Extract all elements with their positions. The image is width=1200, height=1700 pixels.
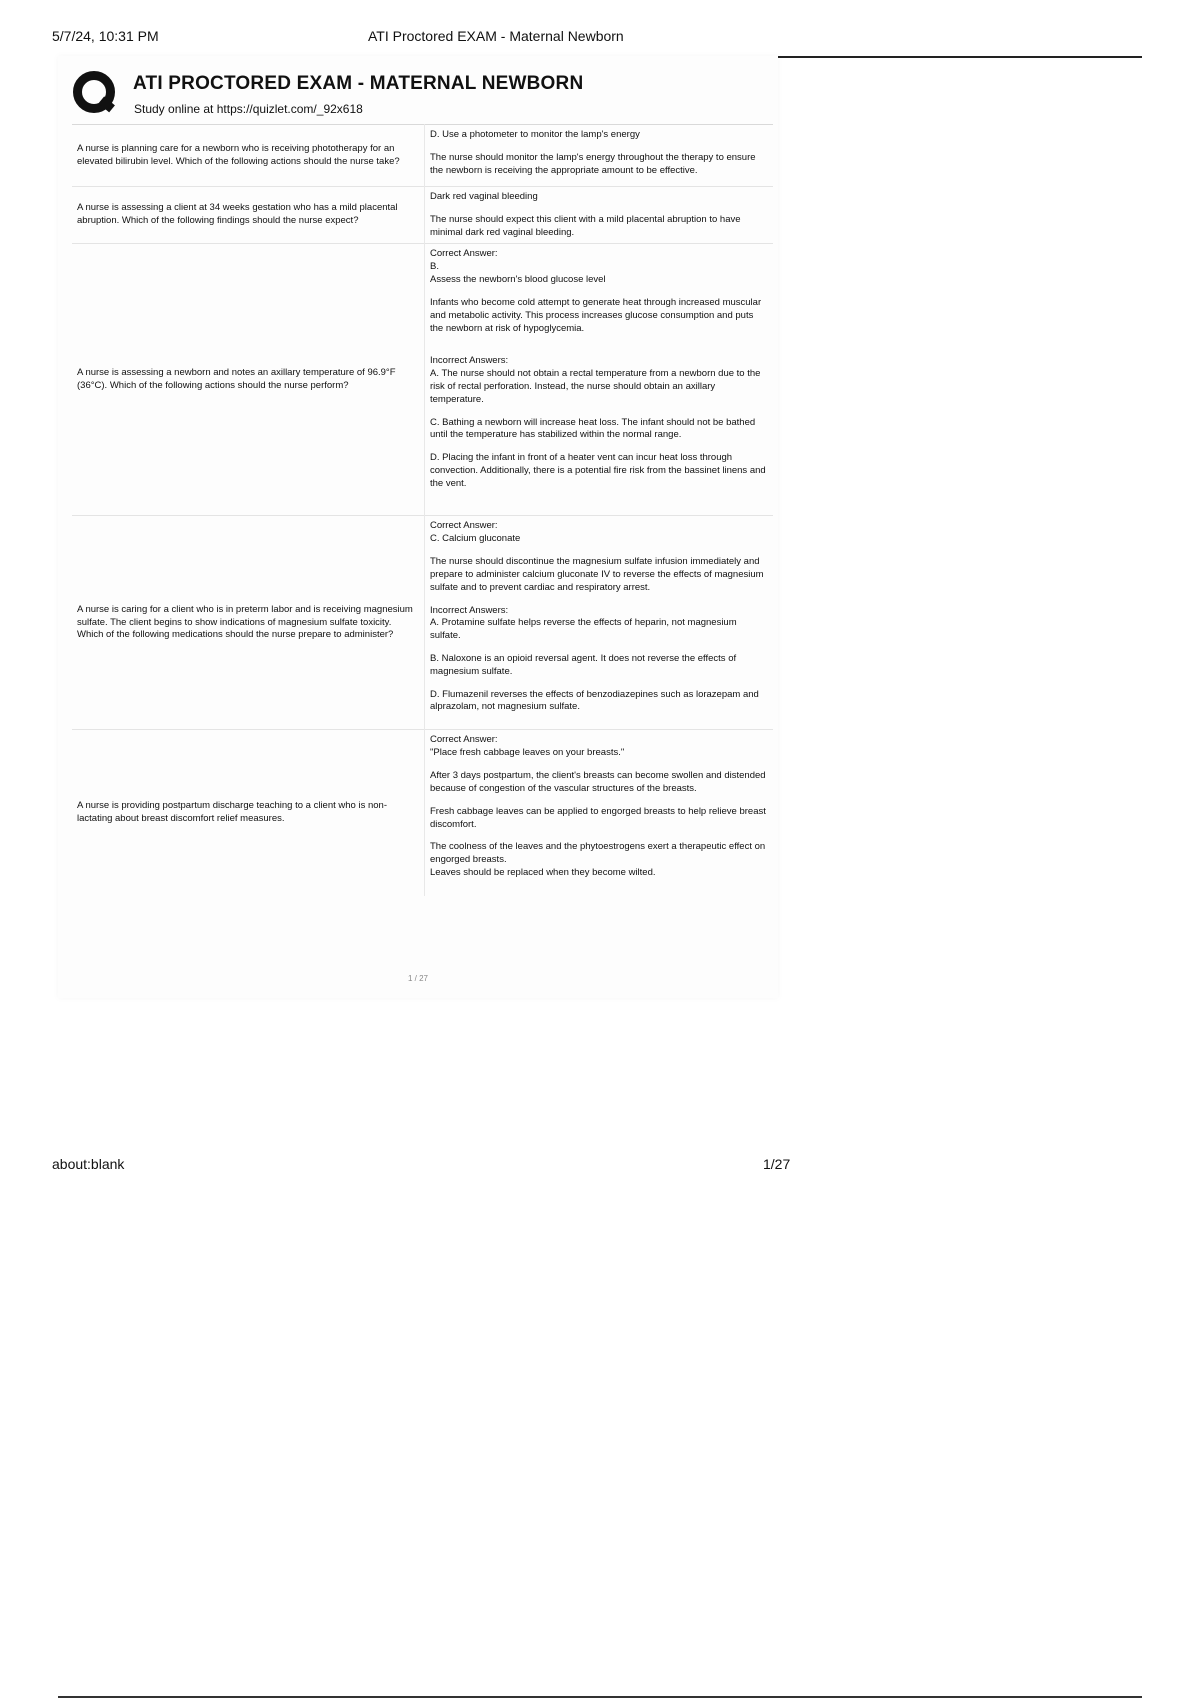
- answer-cell: [425, 244, 774, 516]
- answer-line: "Place fresh cabbage leaves on your breasts.": [430, 747, 625, 759]
- answer-line: The coolness of the leaves and the phytoestrogens exert a therapeutic effect on engorged breasts.: [430, 841, 766, 866]
- answer-line: Correct Answer:: [430, 520, 498, 532]
- answer-line: B. Naloxone is an opioid reversal agent. It does not reverse the effects of magnesium sulfate.: [430, 652, 737, 677]
- qa-row: [72, 125, 773, 187]
- answer-line: Dark red vaginal bleeding: [430, 191, 538, 202]
- answer-line: Assess the newborn's blood glucose level: [430, 274, 606, 286]
- answer-spacer: [430, 595, 768, 605]
- answer-spacer: [430, 287, 768, 297]
- answer-line: The nurse should monitor the lamp's energy throughout the therapy to ensure the newborn is receiving the appropriate amount to be effective.: [430, 151, 756, 176]
- answer-line: C. Calcium gluconate: [430, 533, 521, 545]
- quizlet-q-logo-icon: [72, 70, 118, 116]
- answer-line: Infants who become cold attempt to generate heat through increased muscular and metabolic activity. This process increases glucose consumption and puts the newborn at risk of hypoglycemia.: [430, 296, 762, 334]
- qa-row: [72, 187, 773, 244]
- answer-line: B.: [430, 261, 439, 273]
- qa-row: [72, 244, 773, 516]
- qa-row: [72, 516, 773, 730]
- answer-line: Fresh cabbage leaves can be applied to engorged breasts to help relieve breast discomfort.: [430, 805, 766, 830]
- print-header-date: 5/7/24, 10:31 PM: [52, 28, 159, 44]
- question-text: A nurse is caring for a client who is in preterm labor and is receiving magnesium sulfate. The client begins to show indications of magnesium sulfate toxicity. Which of the following medications should the nurse prepare to administer?: [72, 516, 425, 730]
- print-footer-page-count: 1/27: [763, 1156, 791, 1172]
- question-text: A nurse is assessing a client at 34 weeks gestation who has a mild placental abruption. Which of the following findings should the nurse expect?: [72, 187, 425, 244]
- answer-cell: [425, 187, 774, 244]
- answer-line: D. Flumazenil reverses the effects of benzodiazepines such as lorazepam and alprazolam, not magnesium sulfate.: [430, 688, 759, 713]
- document-title: ATI PROCTORED EXAM - MATERNAL NEWBORN: [133, 73, 584, 94]
- page-number: 1 / 27: [407, 974, 428, 983]
- answer-line: D. Placing the infant in front of a heater vent can incur heat loss through convection. Additionally, there is a potential fire risk from the bassinet linens and the vent.: [430, 452, 766, 489]
- answer-line: A. The nurse should not obtain a rectal temperature from a newborn due to the risk of rectal perforation. Instead, the nurse should obtain an axillary temperature.: [430, 368, 761, 405]
- answer-cell: [425, 125, 774, 187]
- answer-spacer: [430, 142, 768, 152]
- answer-spacer: [430, 796, 768, 806]
- question-text: A nurse is providing postpartum discharge teaching to a client who is non-lactating about breast discomfort relief measures.: [72, 730, 425, 896]
- print-footer-url: about:blank: [52, 1156, 125, 1172]
- footer-divider: [58, 1696, 1142, 1698]
- answer-line: Correct Answer:: [430, 734, 498, 746]
- answer-spacer: [430, 679, 768, 689]
- answer-spacer: [430, 760, 768, 770]
- answer-spacer: [430, 442, 768, 452]
- answer-spacer: [430, 831, 768, 841]
- answer-line: Correct Answer:: [430, 248, 498, 260]
- answer-line: The nurse should discontinue the magnesium sulfate infusion immediately and prepare to administer calcium gluconate IV to reverse the effects of magnesium sulfate and to prevent cardiac and respiratory arrest.: [430, 556, 764, 593]
- document-page: [58, 56, 778, 998]
- answer-spacer: [430, 407, 768, 417]
- answer-line: The nurse should expect this client with a mild placental abruption to have minimal dark red vaginal bleeding.: [430, 213, 741, 238]
- answer-line: C. Bathing a newborn will increase heat loss. The infant should not be bathed until the temperature has stabilized within the normal range.: [430, 416, 756, 441]
- answer-line: Leaves should be replaced when they become wilted.: [430, 866, 656, 878]
- answer-spacer: [430, 546, 768, 556]
- header-divider: [776, 56, 1142, 58]
- answer-line: D. Use a photometer to monitor the lamp's energy: [430, 129, 640, 140]
- answer-spacer: [430, 335, 768, 345]
- qa-table: [72, 124, 773, 896]
- answer-line: Incorrect Answers:: [430, 604, 509, 616]
- answer-line: Incorrect Answers:: [430, 355, 509, 367]
- answer-line: A. Protamine sulfate helps reverse the effects of heparin, not magnesium sulfate.: [430, 617, 737, 642]
- answer-line: After 3 days postpartum, the client's breasts can become swollen and distended because of congestion of the vascular structures of the breasts.: [430, 770, 766, 794]
- answer-spacer: [430, 643, 768, 653]
- print-header-title: ATI Proctored EXAM - Maternal Newborn: [368, 28, 624, 44]
- qa-row: [72, 730, 773, 896]
- answer-spacer: [430, 204, 768, 214]
- document-subtitle: Study online at https://quizlet.com/_92x618: [134, 102, 363, 116]
- question-text: A nurse is planning care for a newborn who is receiving phototherapy for an elevated bilirubin level. Which of the following actions should the nurse take?: [72, 125, 425, 187]
- answer-cell: [425, 730, 774, 896]
- question-text: A nurse is assessing a newborn and notes an axillary temperature of 96.9°F (36°C). Which of the following actions should the nurse perform?: [72, 244, 425, 516]
- answer-cell: [425, 516, 774, 730]
- answer-spacer: [430, 345, 768, 355]
